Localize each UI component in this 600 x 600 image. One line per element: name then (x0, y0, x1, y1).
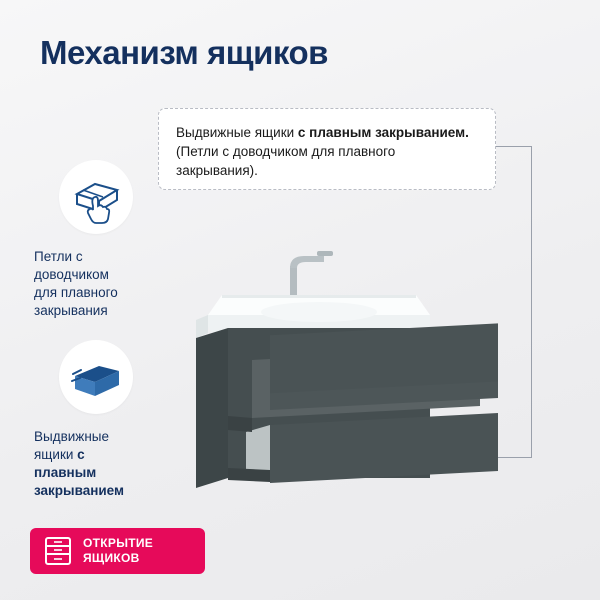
badge-line1: ОТКРЫТИЕ (83, 536, 154, 550)
feature-drawers-bold2: плавным (34, 464, 97, 480)
feature-hinges-line3: для плавного (34, 284, 118, 300)
badge-text (83, 536, 153, 566)
feature-hinges-line2: доводчиком (34, 266, 109, 282)
product-illustration (180, 220, 520, 490)
feature-drawers-label (30, 428, 162, 500)
feature-drawers (30, 340, 162, 500)
vanity-cabinet-svg (180, 220, 520, 490)
feature-hinges (30, 160, 162, 320)
upper-drawer (252, 323, 498, 418)
page-title: Механизм ящиков (40, 34, 328, 71)
drawers-stack-icon (44, 536, 72, 566)
feature-drawers-bold3: закрыванием (34, 482, 124, 498)
status-badge (30, 528, 205, 574)
callout-text-part2: (Петли с доводчиком для плавного закрывания). (176, 144, 396, 179)
drawer-box-icon (59, 340, 133, 414)
hinge-soft-close-icon (59, 160, 133, 234)
feature-drawers-line2: ящики (34, 446, 78, 462)
badge-line2: ЯЩИКОВ (83, 551, 140, 565)
callout-text (176, 123, 478, 180)
callout-text-bold1: с плавным закрыванием. (297, 125, 469, 140)
feature-drawers-bold1: с (77, 446, 85, 462)
feature-hinges-line1: Петли с (34, 249, 83, 264)
feature-hinges-line4: закрывания (34, 302, 108, 318)
feature-drawers-line1: Выдвижные (34, 429, 109, 444)
callout-box (158, 108, 496, 190)
feature-hinges-label (30, 248, 162, 320)
callout-text-part1: Выдвижные ящики (176, 125, 298, 140)
